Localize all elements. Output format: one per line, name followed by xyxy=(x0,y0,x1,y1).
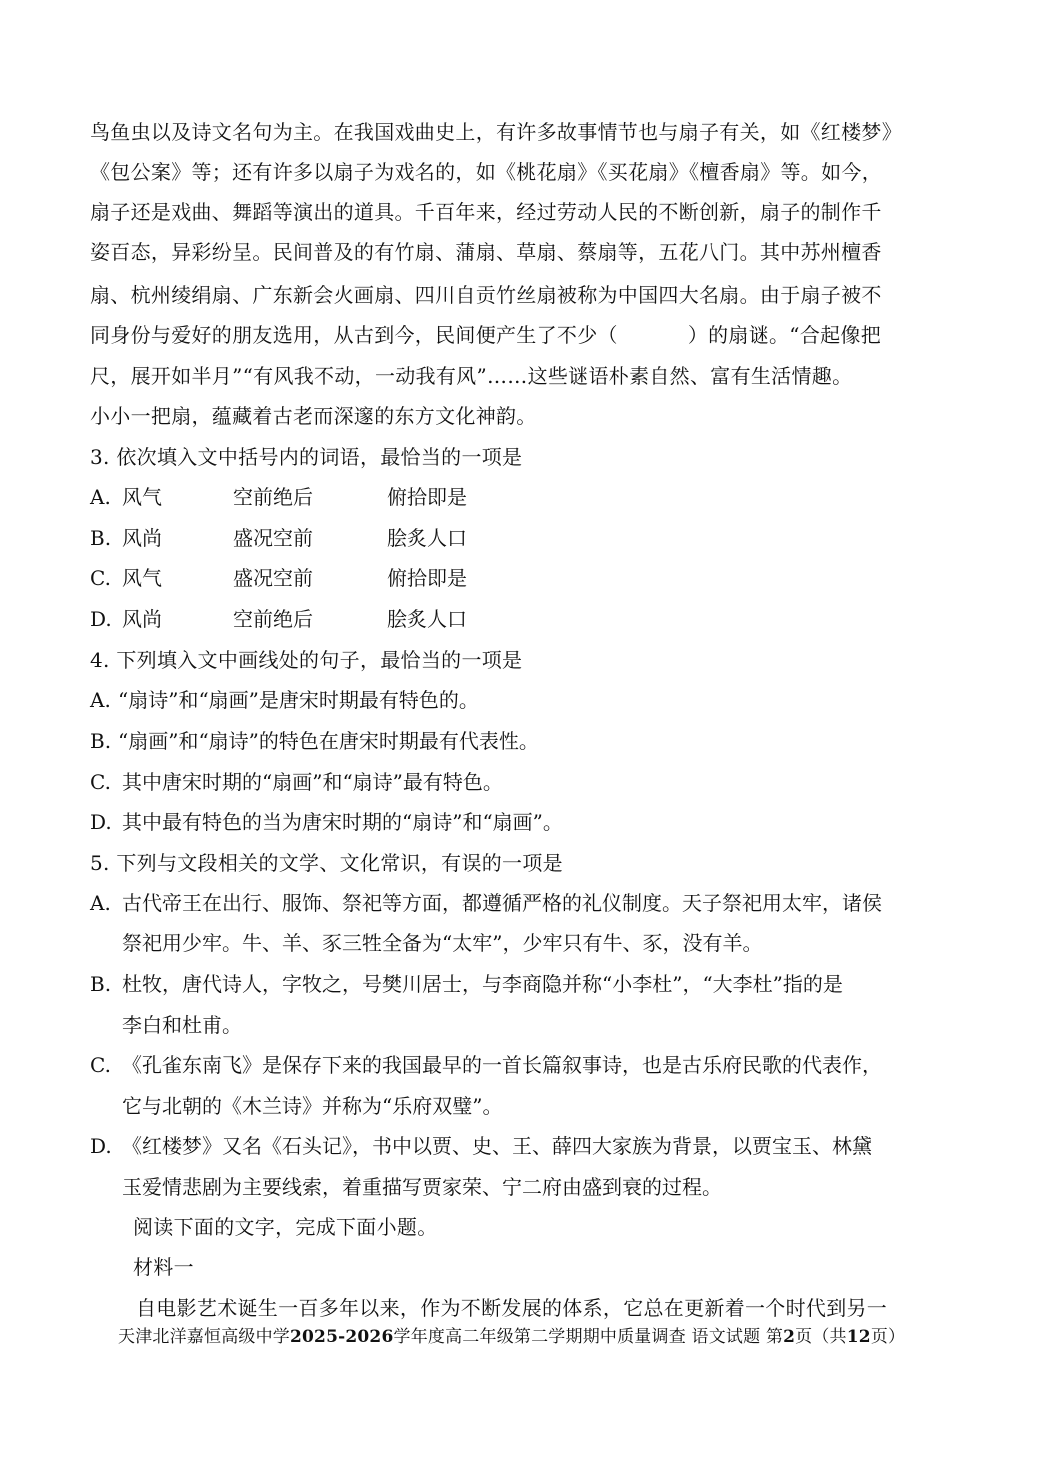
option-letter: A. xyxy=(90,891,111,915)
footer-mid: 学年度高二年级第二学期期中质量调查 语文试题 第 xyxy=(393,1327,784,1347)
option-letter: B. xyxy=(90,526,112,550)
option-letter: D. xyxy=(90,1134,112,1158)
option-text-line2: 李白和杜甫。 xyxy=(122,1013,242,1037)
option-word-3: 俯拾即是 xyxy=(387,485,467,509)
passage-line: 尺，展开如半月”“有风我不动，一动我有风”……这些谜语朴素自然、富有生活情趣。 xyxy=(90,364,853,388)
footer-school: 天津北洋嘉恒高级中学 xyxy=(118,1327,290,1347)
option-text-line2: 它与北朝的《木兰诗》并称为“乐府双璧”。 xyxy=(122,1094,503,1118)
option-text: “扇画”和“扇诗”的特色在唐宋时期最有代表性。 xyxy=(118,729,539,753)
option-word-1: 风气 xyxy=(122,566,162,590)
option-letter: D. xyxy=(90,810,112,834)
option-word-3: 脍炙人口 xyxy=(387,607,467,631)
option-text-line2: 祭祀用少牢。牛、羊、豕三牲全备为“太牢”，少牢只有牛、豕，没有羊。 xyxy=(122,931,763,955)
material-label: 材料一 xyxy=(133,1255,194,1279)
page-footer xyxy=(118,1325,905,1349)
passage-line: 鸟鱼虫以及诗文名句为主。在我国戏曲史上，有许多故事情节也与扇子有关，如《红楼梦》 xyxy=(90,120,902,144)
option-text: “扇诗”和“扇画”是唐宋时期最有特色的。 xyxy=(118,688,479,712)
option-letter: C. xyxy=(90,1053,111,1077)
footer-year: 2025-2026 xyxy=(290,1327,394,1347)
footer-total-pages: 12 xyxy=(846,1327,871,1347)
option-word-1: 风气 xyxy=(122,485,162,509)
option-text-line1: 《红楼梦》又名《石头记》，书中以贾、史、王、薛四大家族为背景，以贾宝玉、林黛 xyxy=(122,1134,872,1158)
option-word-1: 风尚 xyxy=(122,607,162,631)
passage-line-part: 同身份与爱好的朋友选用，从古到今，民间便产生了不少（ xyxy=(90,323,618,347)
option-text-line1: 古代帝王在出行、服饰、祭祀等方面，都遵循严格的礼仪制度。天子祭祀用太牢，诸侯 xyxy=(122,891,882,915)
option-text-line2: 玉爱情悲剧为主要线索，着重描写贾家荣、宁二府由盛到衰的过程。 xyxy=(122,1175,722,1199)
option-word-2: 空前绝后 xyxy=(233,607,313,631)
footer-page-suffix: 页（共 xyxy=(795,1327,847,1347)
footer-page-number: 2 xyxy=(783,1327,796,1347)
passage-line: 小小一把扇，蕴藏着古老而深邃的东方文化神韵。 xyxy=(90,404,537,428)
option-letter: A. xyxy=(90,485,111,509)
option-letter: D. xyxy=(90,607,112,631)
passage-line: 扇子还是戏曲、舞蹈等演出的道具。千百年来，经过劳动人民的不断创新，扇子的制作千 xyxy=(90,200,882,224)
option-word-2: 空前绝后 xyxy=(233,485,313,509)
option-word-3: 脍炙人口 xyxy=(387,526,467,550)
option-word-2: 盛况空前 xyxy=(233,526,313,550)
question-stem: 3. 依次填入文中括号内的词语，最恰当的一项是 xyxy=(90,445,523,469)
footer-total-suffix: 页） xyxy=(870,1327,906,1347)
option-text: 其中最有特色的当为唐宋时期的“扇诗”和“扇画”。 xyxy=(122,810,563,834)
passage-line: 扇、杭州绫绢扇、广东新会火画扇、四川自贡竹丝扇被称为中国四大名扇。由于扇子被不 xyxy=(90,283,882,307)
question-stem: 4. 下列填入文中画线处的句子，最恰当的一项是 xyxy=(90,648,523,672)
option-text-line1: 《孔雀东南飞》是保存下来的我国最早的一首长篇叙事诗，也是古乐府民歌的代表作， xyxy=(122,1053,882,1077)
material-text-line: 自电影艺术诞生一百多年以来，作为不断发展的体系，它总在更新着一个时代到另一 xyxy=(136,1296,888,1320)
reading-instruction: 阅读下面的文字，完成下面小题。 xyxy=(133,1215,438,1239)
passage-line xyxy=(90,321,881,349)
option-word-3: 俯拾即是 xyxy=(387,566,467,590)
passage-line-part: ）的扇谜。“合起像把 xyxy=(687,323,882,347)
passage-line: 姿百态，异彩纷呈。民间普及的有竹扇、蒲扇、草扇、蔡扇等，五花八门。其中苏州檀香 xyxy=(90,240,882,264)
question-stem: 5. 下列与文段相关的文学、文化常识，有误的一项是 xyxy=(90,851,563,875)
option-word-1: 风尚 xyxy=(122,526,162,550)
option-text-line1: 杜牧，唐代诗人，字牧之，号樊川居士，与李商隐并称“小李杜”，“大李杜”指的是 xyxy=(122,972,843,996)
passage-line: 《包公案》等；还有许多以扇子为戏名的，如《桃花扇》《买花扇》《檀香扇》等。如今， xyxy=(90,160,882,184)
option-letter: C. xyxy=(90,566,111,590)
option-letter: C. xyxy=(90,770,111,794)
option-word-2: 盛况空前 xyxy=(233,566,313,590)
option-letter: A. xyxy=(90,688,111,712)
option-text: 其中唐宋时期的“扇画”和“扇诗”最有特色。 xyxy=(122,770,503,794)
option-letter: B. xyxy=(90,972,112,996)
option-letter: B. xyxy=(90,729,112,753)
